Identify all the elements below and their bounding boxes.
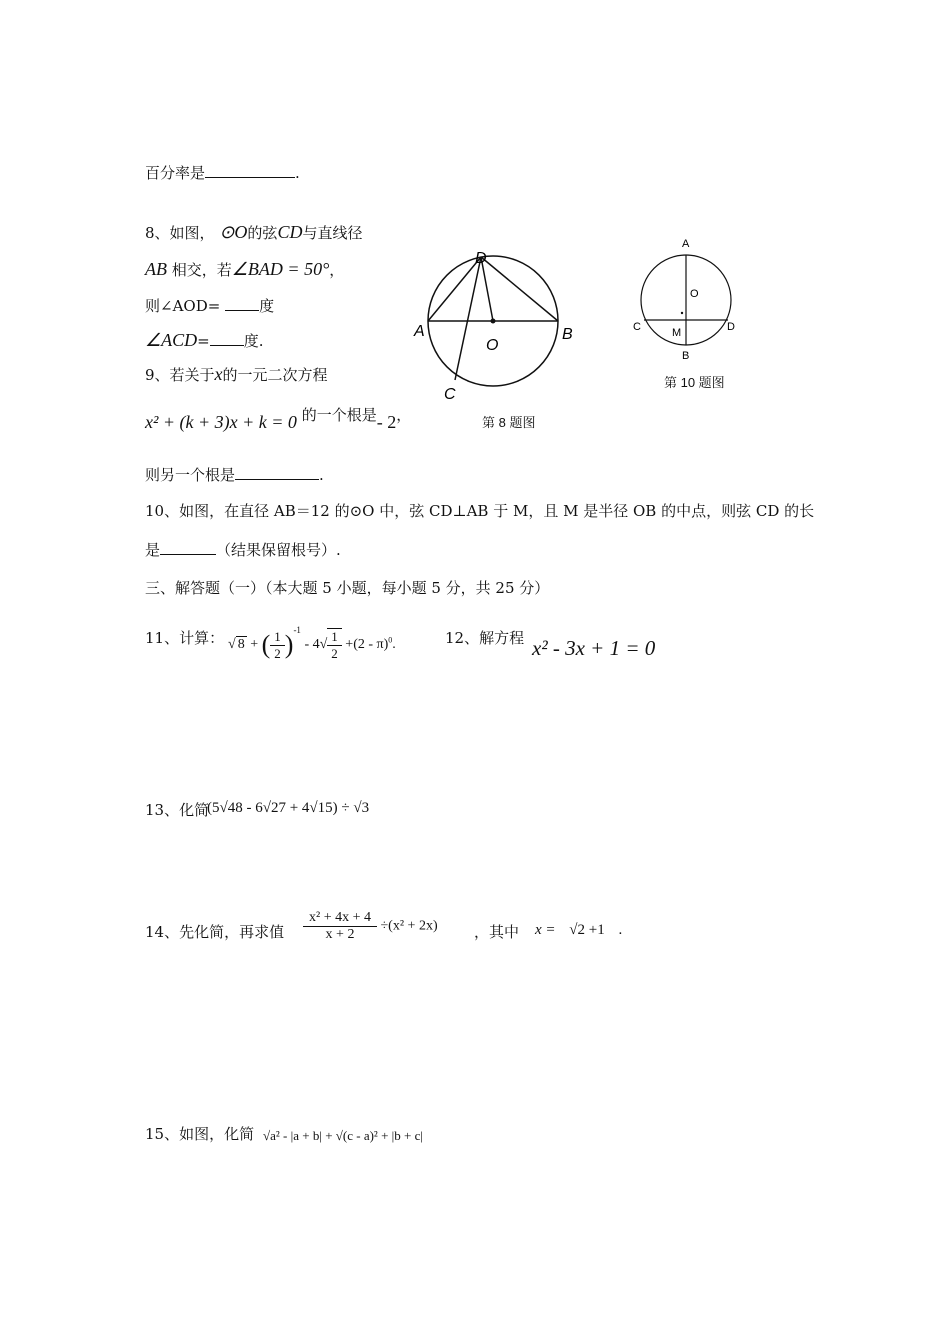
answer-blank[interactable] [210, 331, 244, 346]
q14-x-value [535, 922, 622, 939]
chord-cd-line [455, 257, 481, 380]
answer-blank[interactable] [235, 465, 319, 480]
q8-text: 相交，若 [171, 261, 232, 279]
q14-text: ，其中 [474, 923, 520, 941]
q11-label: 11、计算： [145, 629, 225, 647]
q8-text: 度. [243, 332, 264, 350]
numerator: 1 [270, 629, 285, 646]
denominator: x + 2 [325, 927, 355, 942]
center-dot [491, 319, 496, 324]
denominator: 2 [331, 646, 338, 661]
q12-label: 12、解方程 [445, 629, 525, 647]
q8-line1 [145, 222, 362, 243]
q8-text: ， [329, 261, 345, 279]
q10-line2 [145, 540, 341, 560]
angle-acd: ∠ACD [145, 330, 198, 350]
label-o: O [690, 288, 699, 300]
q8-line4 [145, 330, 264, 351]
exponent: -1 [293, 624, 301, 635]
q8-text: 则∠AOD= [145, 297, 221, 315]
label-o: O [486, 337, 499, 354]
q11-expression: √ 8 + ( $\frac{1}{2}$ )$^{-1}$ - 4√ $\frac{1}{2}$ +(2 - π)$^0$. [228, 624, 396, 661]
q11-end: . [392, 637, 396, 653]
answer-blank[interactable] [225, 296, 259, 311]
label-m: M [672, 327, 682, 339]
q10-text: 是 [145, 541, 161, 559]
q9-line3 [145, 465, 324, 485]
q7-text: 百分率是 [145, 164, 206, 182]
q10-text: （结果保留根号）. [216, 541, 341, 559]
q8-line2 [145, 259, 344, 280]
q13-expression: (5√48 - 6√27 + 4√15) ÷ √3 [207, 800, 370, 816]
diameter-ab: AB [145, 259, 167, 279]
label-d: D [727, 321, 735, 333]
numerator: 1 [327, 629, 342, 646]
line-db [481, 257, 558, 321]
q14-label: 14、先化简，再求值 [145, 923, 285, 941]
label-a: A [414, 323, 425, 340]
divisor: ÷(x² + 2x) [380, 918, 438, 934]
fraction [303, 910, 377, 943]
q8-text: 与直线径 [302, 224, 363, 242]
q9-text: 的一元二次方程 [222, 366, 328, 384]
given-root: - 2 [376, 412, 397, 432]
chord-cd: CD [277, 222, 303, 242]
variable-x: x [214, 364, 223, 384]
q12-equation: x² - 3x + 1 = 0 [532, 636, 656, 660]
quadratic-equation: x² + (k + 3)x + k = 0 [145, 412, 297, 432]
fraction [270, 629, 285, 662]
label-a: A [682, 238, 690, 250]
x-equals: x = [535, 922, 556, 938]
q9-text: . [319, 466, 324, 484]
section-title: 三、解答题（一）（本大题 5 小题，每小题 5 分，共 25 分） [145, 579, 550, 597]
figure-10-caption: 第 10 题图 [664, 375, 725, 390]
radicand: 8 [237, 637, 245, 653]
figure-10 [625, 233, 750, 368]
q13-label: 13、化简 [145, 801, 210, 819]
operator: + [345, 637, 354, 653]
q9-line1 [145, 364, 328, 385]
q7-end: . [295, 164, 300, 182]
pi-term: (2 - π) [353, 637, 389, 653]
q9-text: 9、若关于 [145, 366, 215, 384]
q7-tail [145, 163, 300, 183]
figure-8-caption: 第 8 题图 [482, 415, 536, 430]
q8-text: 8、如图， [145, 224, 215, 242]
q9-text: 则另一个根是 [145, 466, 236, 484]
label-c: C [633, 321, 641, 333]
exponent: 0 [388, 635, 393, 645]
q9-line2 [145, 406, 412, 433]
figure-8 [410, 240, 595, 405]
label-b: B [682, 350, 690, 362]
angle-bad: ∠BAD = 50° [231, 259, 330, 279]
q9-text: 的一个根是 [301, 406, 377, 424]
q9-text: ， [396, 406, 412, 424]
label-d: D [475, 250, 487, 267]
operator: - 4 [304, 637, 320, 653]
q14-expression [303, 910, 438, 943]
label-c: C [444, 386, 456, 403]
answer-blank[interactable] [205, 163, 295, 178]
q8-line3 [145, 296, 274, 316]
q10-line1: 10、如图，在直径 AB＝12 的⊙O 中，弦 CD⊥AB 于 M，且 M 是半径 OB 的中点，则弦 CD 的长 [145, 502, 815, 520]
circle-o-symbol: ⊙O [219, 222, 248, 242]
denominator: 2 [274, 645, 281, 661]
label-b: B [562, 326, 573, 343]
x-value: √2 +1 [569, 922, 605, 938]
q15-expression: √a² - |a + b| + √(c - a)² + |b + c| [263, 1128, 423, 1143]
answer-blank[interactable] [160, 540, 216, 555]
q15-label: 15、如图，化简 [145, 1125, 255, 1143]
q8-text: = [197, 332, 210, 350]
center-dot [681, 312, 683, 314]
q8-text: 度 [259, 297, 275, 315]
q14-end: . [618, 922, 623, 938]
numerator: x² + 4x + 4 [303, 910, 377, 927]
q8-text: 的弦 [247, 224, 278, 242]
operator: + [250, 637, 259, 653]
fraction [327, 628, 342, 662]
